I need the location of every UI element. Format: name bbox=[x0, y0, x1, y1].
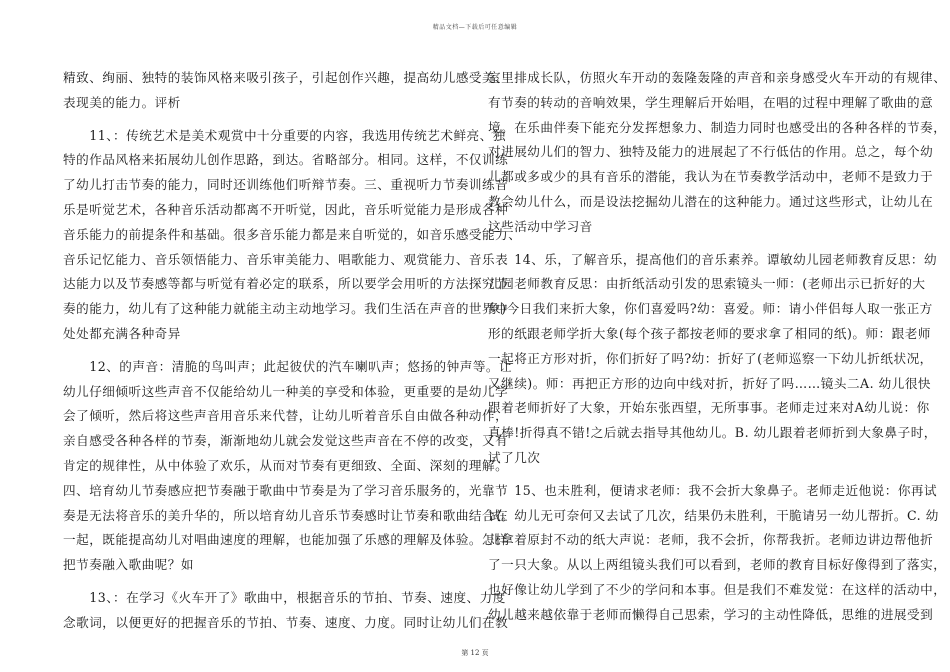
text-line: 了一只大象。从以上两组镜头我们可以看到，老师的教育目标好像得到了落实， bbox=[488, 557, 947, 573]
text-line: 真棒!折得真不错!之后就去指导其他幼儿。B. 幼儿跟着老师折到大象鼻子时， bbox=[488, 425, 937, 441]
text-line: 儿都或多或少的具有音乐的潜能，我认为在节奏教学活动中，老师不是致力于 bbox=[488, 169, 934, 185]
text-line: 会了倾听，然后将这些声音用音乐来代替，让幼儿听着音乐自由做各种动作， bbox=[63, 408, 509, 424]
text-line: 幼儿越来越依靠于老师而懒得自己思索，学习的主动性降低，思维的进展受到 bbox=[488, 606, 934, 622]
text-line: 了幼儿打击节奏的能力，同时还训练他们听辩节奏。三、重视听力节奏训练音 bbox=[63, 177, 509, 193]
text-line: 奏是无法将音乐的美升华的，所以培育幼儿音乐节奏感时让节奏和歌曲结合在 bbox=[63, 507, 509, 523]
text-line: 特的作品风格来拓展幼儿创作思路，到达。省略部分。相同。这样，不仅训练 bbox=[63, 152, 509, 168]
text-line: 这些活动中学习音 bbox=[488, 218, 593, 234]
page-number: 第 12 页 bbox=[461, 649, 489, 657]
text-line: 也好像让幼儿学到了不少的学问和本事。但是我们不难发觉：在这样的活动中， bbox=[488, 581, 947, 597]
text-line: 乐是听觉艺术，各种音乐活动都离不开听觉，因此，音乐听觉能力是形成各种 bbox=[63, 201, 509, 217]
text-line: 境。在乐曲伴奏下能充分发挥想象力、制造力同时也感受出的各种各样的节奏， bbox=[488, 119, 947, 135]
text-line: 亲自感受各种各样的节奏，渐渐地幼儿就会发觉这些声音在不停的改变，又有 bbox=[63, 433, 509, 449]
text-line: 室里排成长队，仿照火车开动的轰隆轰隆的声音和亲身感受火车开动的有规律、 bbox=[488, 70, 947, 85]
text-line: 象)今日我们来折大象，你们喜爱吗?幼：喜爱。师：请小伴侣每人取一张正方 bbox=[488, 301, 933, 317]
page-header: 精品文档—下载后可任意编辑 bbox=[432, 24, 518, 31]
text-line: 试。幼儿无可奈何又去试了几次，结果仍未胜利，干脆请另一幼儿帮折。C. 幼 bbox=[488, 507, 939, 523]
text-line: 儿园老师教育反思：由折纸活动引发的思索镜头一师：(老师出示已折好的大 bbox=[488, 276, 926, 292]
text-line: 又继续)。师：再把正方形的边向中线对折，折好了吗……镜头二A. 幼儿很快 bbox=[488, 375, 932, 391]
text-line: 音乐能力的前提条件和基础。很多音乐能力都是来自听觉的，如音乐感受能力、 bbox=[63, 226, 522, 242]
right-text-column bbox=[488, 66, 947, 628]
text-line: 15、也未胜利，便请求老师：我不会折大象鼻子。老师走近他说：你再试 bbox=[488, 482, 938, 498]
text-line: 跟着老师折好了大象，开始东张西望，无所事事。老师走过来对A幼儿说：你 bbox=[488, 400, 930, 416]
text-line: 音乐记忆能力、音乐领悟能力、音乐审美能力、唱歌能力、观赏能力、音乐表 bbox=[63, 251, 509, 267]
text-line: 教会幼儿什么，而是设法挖掘幼儿潜在的这种能力。通过这些形式，让幼儿在 bbox=[488, 193, 934, 209]
text-line: 奏的能力，幼儿有了这种能力就能主动主动地学习。我们生活在声音的世界中 bbox=[63, 301, 509, 317]
text-line: 儿拿着原封不动的纸大声说：老师，我不会折，你帮我折。老师边讲边帮他折 bbox=[488, 532, 934, 548]
text-line: 精致、绚丽、独特的装饰风格来吸引孩子，引起创作兴趣，提高幼儿感受美、 bbox=[63, 70, 509, 85]
text-line: 11、：传统艺术是美术观赏中十分重要的内容，我选用传统艺术鲜亮、独 bbox=[63, 127, 506, 143]
text-line: 表现美的能力。评析 bbox=[63, 94, 181, 110]
text-line: 有节奏的转动的音响效果，学生理解后开始唱，在唱的过程中理解了歌曲的意 bbox=[488, 94, 934, 110]
text-line: 试了几次 bbox=[488, 449, 541, 465]
text-line: 幼儿仔细倾听这些声音不仅能给幼儿一种美的享受和体验，更重要的是幼儿学 bbox=[63, 383, 509, 399]
text-line: 12、的声音：清脆的鸟叫声；此起彼伏的汽车喇叭声；悠扬的钟声等。让 bbox=[63, 358, 513, 374]
text-line: 四、培育幼儿节奏感应把节奏融于歌曲中节奏是为了学习音乐服务的，光靠节 bbox=[63, 482, 509, 498]
text-line: 对进展幼儿们的智力、独特及能力的进展起了不行低估的作用。总之，每个幼 bbox=[488, 144, 934, 160]
text-line: 13、：在学习《火车开了》歌曲中，根据音乐的节拍、节奏、速度、力度 bbox=[63, 589, 506, 605]
text-line: 14、乐，了解音乐，提高他们的音乐素养。谭敏幼儿园老师教育反思：幼 bbox=[488, 251, 938, 267]
text-line: 一起将正方形对折，你们折好了吗?幼：折好了(老师巡察一下幼儿折纸状况， bbox=[488, 350, 933, 366]
text-line: 念歌词，以便更好的把握音乐的节拍、节奏、速度、力度。同时让幼儿们在教 bbox=[63, 614, 509, 630]
text-line: 把节奏融入歌曲呢？如 bbox=[63, 557, 194, 573]
text-line: 一起，既能提高幼儿对唱曲速度的理解，也能加强了乐感的理解及体验。怎样 bbox=[63, 532, 509, 548]
text-line: 处处都充满各种奇异 bbox=[63, 325, 181, 341]
text-line: 形的纸跟老师学折大象(每个孩子都按老师的要求拿了相同的纸)。师：跟老师 bbox=[488, 325, 931, 341]
text-line: 肯定的规律性，从中体验了欢乐，从而对节奏有更细致、全面、深刻的理解。 bbox=[63, 457, 509, 473]
text-line: 达能力以及节奏感等都与听觉有着必定的联系，所以要学会用听的方法探究节 bbox=[63, 276, 509, 292]
